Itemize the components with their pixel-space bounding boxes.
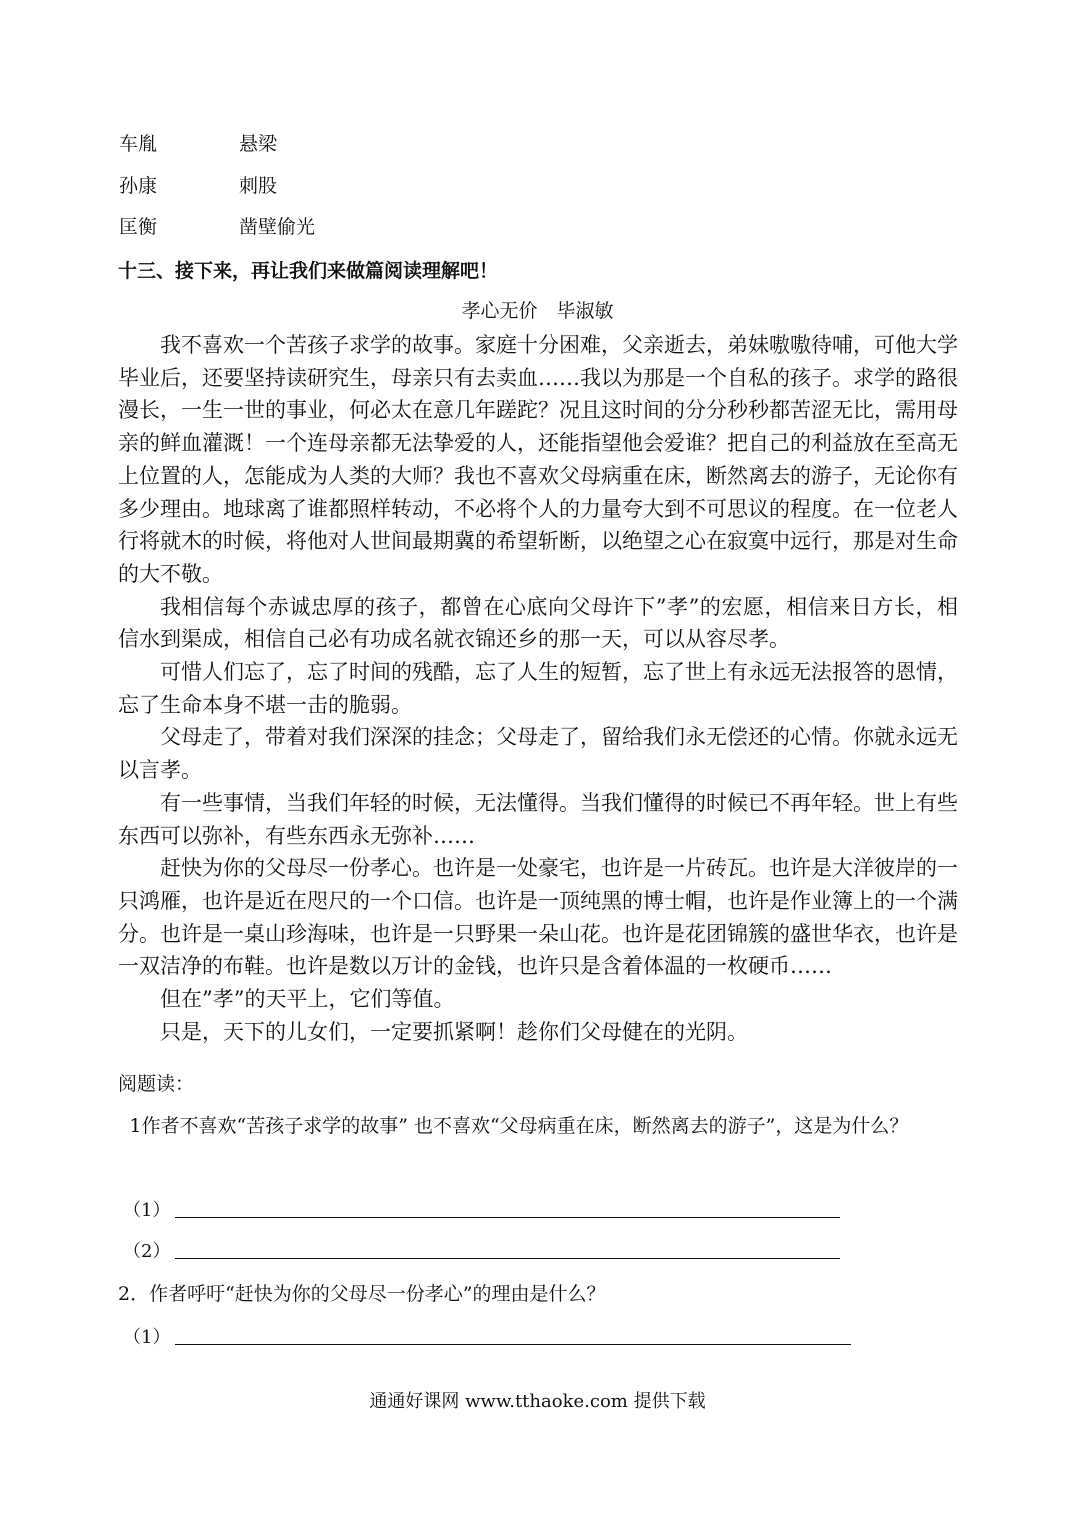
article-paragraph: 我相信每个赤诚忠厚的孩子，都曾在心底向父母许下”孝”的宏愿，相信来日方长，相信水到渠成，相信自己必有功成名就衣锦还乡的那一天，可以从容尽孝。 [118, 594, 958, 652]
idiom-text: 刺股 [239, 175, 278, 197]
answer-number: （2） [123, 1241, 171, 1262]
person-name: 匡衡 [119, 216, 158, 238]
answer-number: （1） [123, 1327, 171, 1348]
answer-line-1-2[interactable] [123, 1237, 170, 1267]
idiom-pair [119, 128, 277, 160]
questions-label: 阅题读： [118, 1073, 195, 1095]
answer-line-2-1[interactable] [123, 1323, 170, 1353]
answer-underline[interactable] [175, 1258, 840, 1259]
answer-underline[interactable] [175, 1344, 851, 1345]
answer-line-1-1[interactable] [123, 1196, 170, 1226]
section-heading: 十三、接下来，再让我们来做篇阅读理解吧！ [118, 260, 499, 282]
idiom-pair [119, 211, 315, 243]
article-title: 孝心无价 毕淑敏 [461, 300, 614, 322]
idiom-text: 悬梁 [239, 133, 278, 155]
answer-number: （1） [123, 1200, 171, 1221]
article-paragraph: 有一些事情，当我们年轻的时候，无法懂得。当我们懂得的时候已不再年轻。世上有些东西可以弥补，有些东西永无弥补…… [118, 790, 958, 848]
person-name: 车胤 [119, 133, 158, 155]
idiom-text: 凿壁偷光 [239, 216, 316, 238]
question-2-text: 2．作者呼吁“赶快为你的父母尽一份孝心”的理由是什么？ [118, 1283, 606, 1305]
answer-underline[interactable] [175, 1217, 840, 1218]
article-paragraph: 我不喜欢一个苦孩子求学的故事。家庭十分困难，父亲逝去，弟妹嗷嗷待哺，可他大学毕业后，还要坚持读研究生，母亲只有去卖血……我以为那是一个自私的孩子。求学的路很漫长，一生一世的事业，何必太在意几年蹉跎？况且这时间的分分秒秒都苦涩无比，需用母亲的鲜血灌溉！一个连母亲都无法挚爱的人，还能指望他会爱谁？把自己的利益放在至高无上位置的人，怎能成为人类的大师？我也不喜欢父母病重在床，断然离去的游子，无论你有多少理由。地球离了谁都照样转动，不必将个人的力量夸大到不可思议的程度。在一位老人行将就木的时候，将他对人世间最期冀的希望斩断，以绝望之心在寂寞中远行，那是对生命的大不敬。 [118, 333, 958, 586]
idiom-pair [119, 170, 277, 202]
article-paragraph: 可惜人们忘了，忘了时间的残酷，忘了人生的短暂，忘了世上有永远无法报答的恩情，忘了生命本身不堪一击的脆弱。 [118, 660, 958, 717]
article-paragraph: 只是，天下的儿女们，一定要抓紧啊！趁你们父母健在的光阴。 [160, 1019, 748, 1044]
article-paragraph: 父母走了，带着对我们深深的挂念；父母走了，留给我们永无偿还的心情。你就永远无以言孝。 [118, 725, 958, 783]
article-body [118, 329, 958, 1048]
article-paragraph: 赶快为你的父母尽一份孝心。也许是一处豪宅，也许是一片砖瓦。也许是大洋彼岸的一只鸿雁，也许是近在咫尺的一个口信。也许是一顶纯黑的博士帽，也许是作业簿上的一个满分。也许是一桌山珍海味，也许是一只野果一朵山花。也许是花团锦簇的盛世华衣，也许是一双洁净的布鞋。也许是数以万计的金钱，也许只是含着体温的一枚硬币…… [118, 856, 958, 979]
article-paragraph: 但在”孝”的天平上，它们等值。 [160, 987, 455, 1012]
person-name: 孙康 [119, 175, 158, 197]
question-1-text: 1作者不喜欢“苦孩子求学的故事” 也不喜欢“父母病重在床，断然离去的游子”，这是为什么？ [129, 1115, 909, 1137]
page-footer: 通通好课网 www.tthaoke.com 提供下载 [369, 1391, 706, 1412]
